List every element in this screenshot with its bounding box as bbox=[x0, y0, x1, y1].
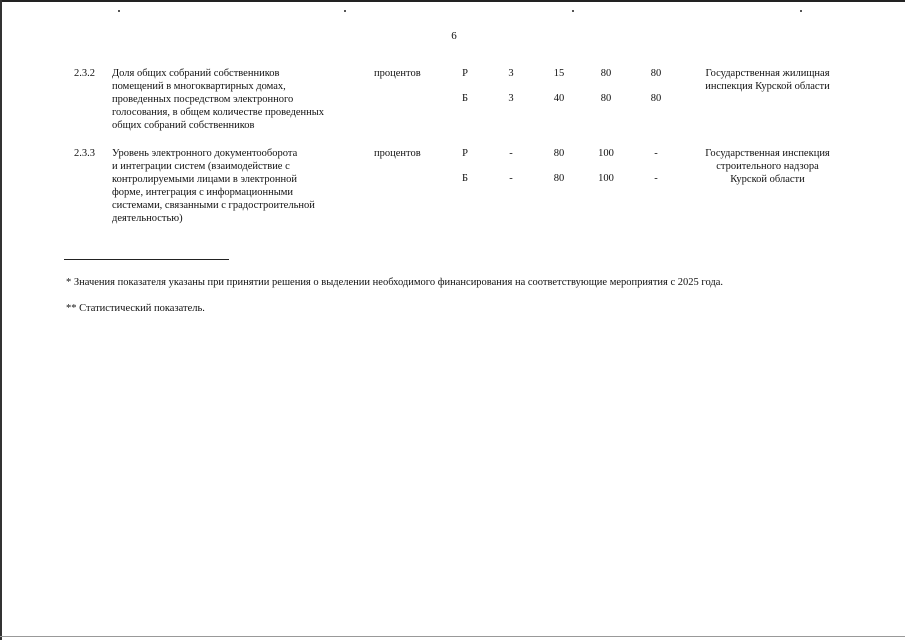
value-cell: 80 bbox=[553, 148, 565, 159]
scan-speck bbox=[118, 10, 120, 12]
responsible-line: Государственная жилищная bbox=[705, 68, 830, 79]
indicator-name-line: общих собраний собственников bbox=[112, 120, 255, 131]
indicator-name bbox=[112, 67, 324, 132]
page-number: 6 bbox=[451, 30, 457, 42]
responsible-line: строительного надзора bbox=[716, 161, 819, 172]
value-cell: 80 bbox=[600, 68, 612, 79]
indicator-name-line: контролируемыми лицами в электронной bbox=[112, 174, 297, 185]
indicator-name-line: и интеграции систем (взаимодействие с bbox=[112, 161, 290, 172]
unit: процентов bbox=[374, 68, 421, 79]
responsible-line: Государственная инспекция bbox=[705, 148, 830, 159]
value-cell: 15 bbox=[553, 68, 565, 79]
indicator-name-line: Доля общих собраний собственников bbox=[112, 68, 280, 79]
value-cell: - bbox=[654, 173, 658, 184]
value-cell: 100 bbox=[598, 173, 614, 184]
indicator-name-line: Уровень электронного документооборота bbox=[112, 148, 298, 159]
responsible-line: инспекция Курской области bbox=[705, 81, 830, 92]
responsible-line: Курской области bbox=[730, 174, 805, 185]
footnote-separator bbox=[64, 259, 229, 260]
row-number: 2.3.3 bbox=[74, 148, 95, 159]
value-cell: 40 bbox=[553, 93, 565, 104]
value-cell: 3 bbox=[508, 93, 514, 104]
value-cell: - bbox=[654, 148, 658, 159]
page-top-border bbox=[0, 0, 905, 2]
value-cell: 80 bbox=[553, 173, 565, 184]
scan-speck bbox=[572, 10, 574, 12]
footnote: * Значения показателя указаны при принятии решения о выделении необходимого финансирования на соответствующие мероприятия с 2025 года. bbox=[66, 277, 724, 288]
indicator-name-line: системами, связанными с градостроительной bbox=[112, 200, 315, 211]
value-cell: 80 bbox=[650, 68, 662, 79]
scan-speck bbox=[344, 10, 346, 12]
responsible-body bbox=[690, 67, 845, 93]
footnote: ** Статистический показатель. bbox=[66, 303, 205, 314]
indicator-name-line: голосования, в общем количестве проведенных bbox=[112, 107, 325, 118]
indicator-type: Б bbox=[461, 173, 469, 184]
indicator-type: Р bbox=[462, 148, 468, 159]
value-cell: 80 bbox=[650, 93, 662, 104]
scan-speck bbox=[800, 10, 802, 12]
indicator-name-line: форме, интеграция с информационными bbox=[112, 187, 294, 198]
indicator-type: Р bbox=[462, 68, 468, 79]
value-cell: 100 bbox=[598, 148, 614, 159]
value-cell: 80 bbox=[600, 93, 612, 104]
value-cell: - bbox=[509, 148, 513, 159]
value-cell: - bbox=[509, 173, 513, 184]
row-number: 2.3.2 bbox=[74, 68, 95, 79]
unit: процентов bbox=[374, 148, 421, 159]
responsible-body bbox=[690, 147, 845, 186]
value-cell: 3 bbox=[508, 68, 514, 79]
indicator-name-line: помещений в многоквартирных домах, bbox=[112, 81, 286, 92]
page-bottom-border bbox=[0, 636, 905, 637]
indicator-type: Б bbox=[461, 93, 469, 104]
page-left-border bbox=[0, 0, 2, 640]
indicator-name-line: проведенных посредством электронного bbox=[112, 94, 294, 105]
indicator-name bbox=[112, 147, 315, 225]
indicator-name-line: деятельностью) bbox=[112, 213, 183, 224]
